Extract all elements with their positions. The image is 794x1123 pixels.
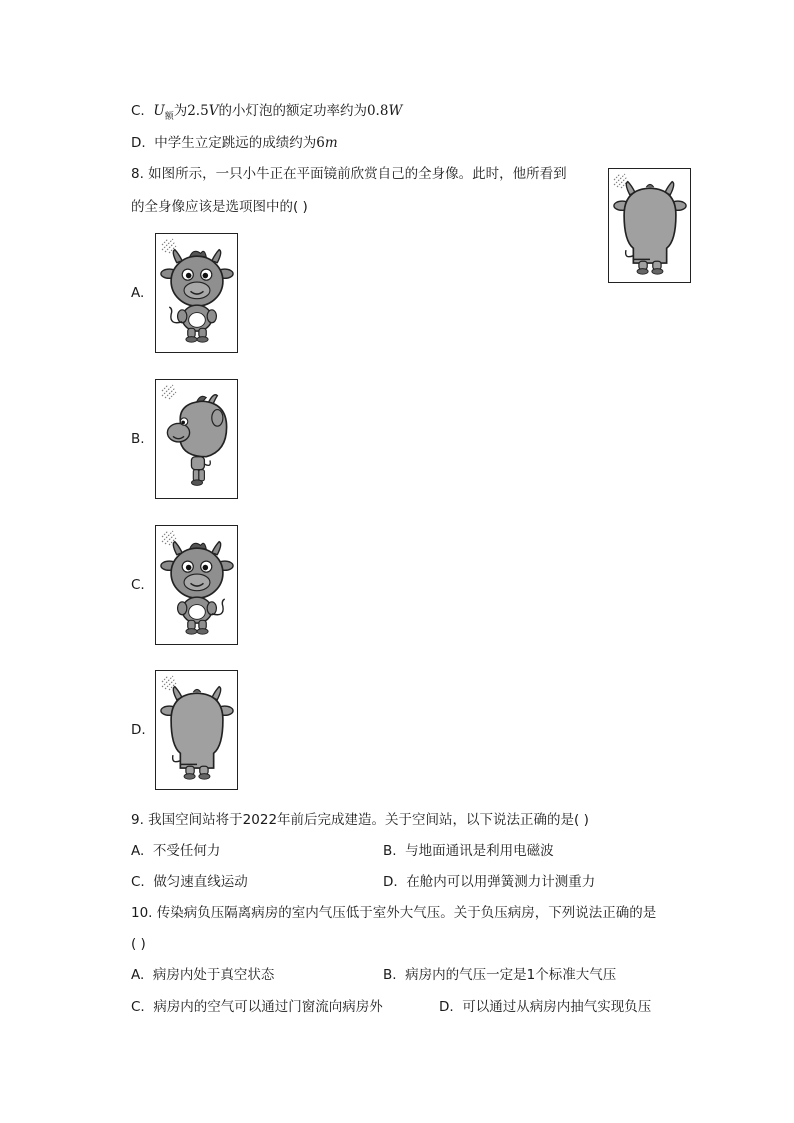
option-text: 在舱内可以用弹簧测力计测重力 bbox=[406, 874, 596, 890]
q9-option-c[interactable] bbox=[131, 873, 248, 891]
option-label: B. bbox=[383, 843, 397, 859]
power-unit: W bbox=[388, 103, 403, 119]
q10-option-a[interactable] bbox=[131, 966, 274, 984]
text-segment: 为 bbox=[173, 103, 188, 119]
q10-option-b[interactable] bbox=[383, 966, 616, 984]
option-label: D. bbox=[383, 874, 398, 890]
voltage-unit: V bbox=[208, 103, 219, 119]
q8-figure-mirror bbox=[608, 168, 691, 283]
option-text: 与地面通讯是利用电磁波 bbox=[405, 843, 554, 859]
q8-option-d-label[interactable]: D. bbox=[131, 722, 146, 738]
option-text: 可以通过从病房内抽气实现负压 bbox=[462, 999, 652, 1015]
cow-front-image bbox=[156, 234, 237, 352]
option-label: A. bbox=[131, 843, 145, 859]
text-segment: 的小灯泡的额定功率约为 bbox=[218, 103, 367, 119]
q8-stem-line1: 8. 如图所示，一只小牛正在平面镜前欣赏自己的全身像。此时，他所看到 bbox=[131, 166, 567, 182]
option-label: B. bbox=[383, 967, 397, 983]
distance-value: 6 bbox=[316, 135, 325, 151]
q8-option-d-image[interactable] bbox=[155, 670, 238, 790]
option-text: 病房内的气压一定是1个标准大气压 bbox=[405, 967, 617, 983]
q9-option-a[interactable] bbox=[131, 842, 220, 860]
option-label: D. bbox=[439, 999, 454, 1015]
option-text: 做匀速直线运动 bbox=[153, 874, 248, 890]
option-label: C. bbox=[131, 874, 145, 890]
cow-side-image bbox=[156, 380, 237, 498]
q10-option-d[interactable] bbox=[439, 998, 651, 1016]
option-text: 病房内处于真空状态 bbox=[152, 967, 275, 983]
cow-back-image bbox=[609, 169, 690, 282]
q8-stem-line2: 的全身像应该是选项图中的( ) bbox=[131, 199, 308, 215]
voltage-value: 2.5 bbox=[187, 103, 209, 119]
q8-option-b-image[interactable] bbox=[155, 379, 238, 499]
q7-option-d bbox=[131, 134, 338, 152]
q9-option-b[interactable] bbox=[383, 842, 554, 860]
q9-option-d[interactable] bbox=[383, 873, 595, 891]
option-text: 病房内的空气可以通过门窗流向病房外 bbox=[153, 999, 383, 1015]
option-label: C. bbox=[131, 999, 145, 1015]
q10-stem: 10. 传染病负压隔离病房的室内气压低于室外大气压。关于负压病房，下列说法正确的是 bbox=[131, 905, 657, 921]
q8-option-c-image[interactable] bbox=[155, 525, 238, 645]
option-text: 中学生立定跳远的成绩约为 bbox=[154, 135, 317, 151]
voltage-symbol: U bbox=[153, 103, 165, 119]
voltage-subscript: 额 bbox=[164, 112, 174, 122]
option-label: D. bbox=[131, 135, 146, 151]
q8-option-b-label[interactable]: B. bbox=[131, 431, 145, 447]
option-text: 不受任何力 bbox=[152, 843, 221, 859]
q8-option-a-label[interactable]: A. bbox=[131, 285, 145, 301]
option-label: A. bbox=[131, 967, 145, 983]
q10-option-c[interactable] bbox=[131, 998, 383, 1016]
cow-back-image bbox=[156, 671, 237, 789]
q7-option-c bbox=[131, 102, 402, 126]
distance-unit: m bbox=[324, 135, 338, 151]
q8-option-a-image[interactable] bbox=[155, 233, 238, 353]
q10-stem-paren: ( ) bbox=[131, 936, 146, 952]
option-label: C. bbox=[131, 103, 145, 119]
q9-stem: 9. 我国空间站将于2022年前后完成建造。关于空间站，以下说法正确的是( ) bbox=[131, 812, 589, 828]
power-value: 0.8 bbox=[366, 103, 389, 119]
q8-option-c-label[interactable]: C. bbox=[131, 577, 145, 593]
cow-front-image bbox=[156, 526, 237, 644]
